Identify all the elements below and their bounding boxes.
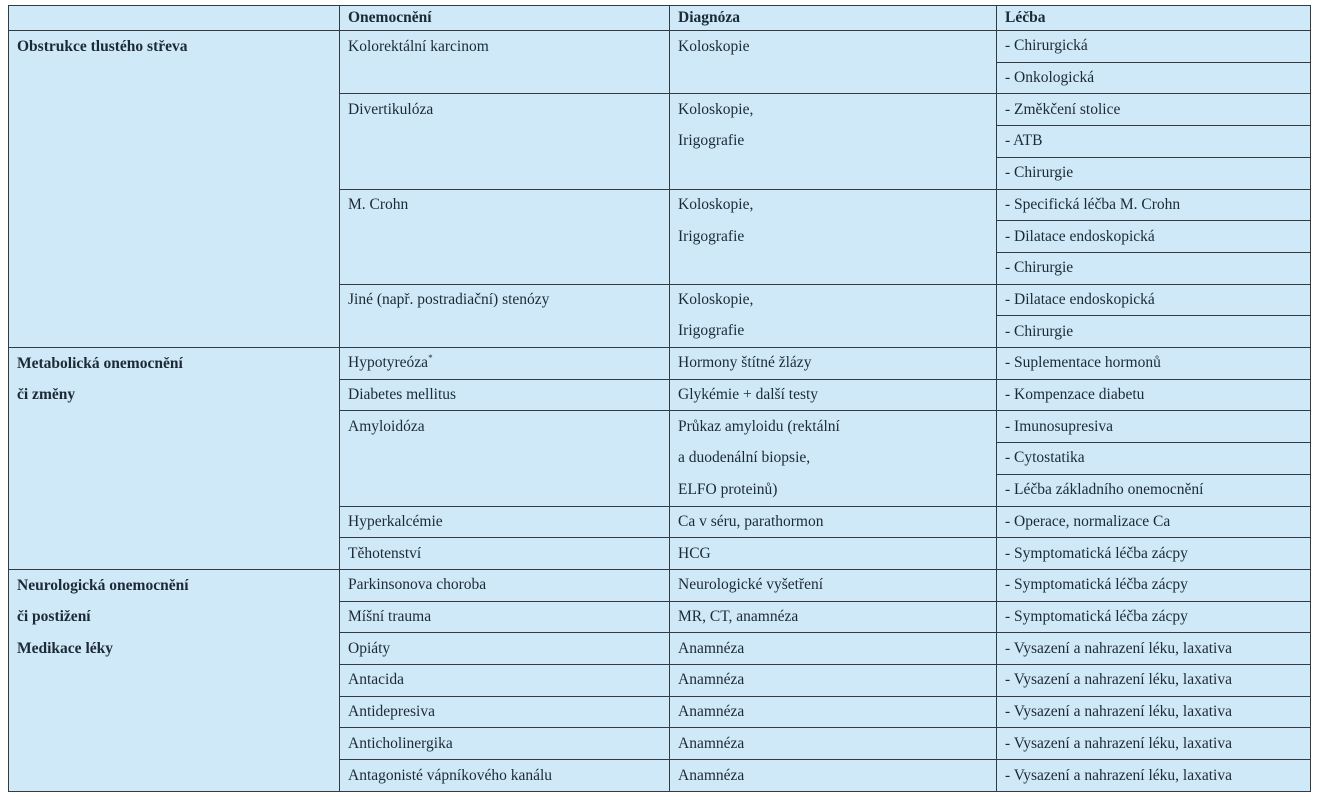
treatment-cell: - Vysazení a nahrazení léku, laxativa [997, 728, 1311, 760]
table-row [9, 157, 1311, 189]
disease-cell: Opiáty [340, 633, 670, 665]
table-row [9, 316, 1311, 348]
treatment-cell: - Vysazení a nahrazení léku, laxativa [997, 633, 1311, 665]
disease-name: Hypotyreóza [348, 354, 429, 372]
diagnosis-cell: MR, CT, anamnéza [670, 601, 997, 633]
disease-cell: Antagonisté vápníkového kanálu [340, 760, 670, 792]
disease-cell: Míšní trauma [340, 601, 670, 633]
group-label [9, 728, 340, 760]
header-cell-diagnosis: Diagnóza [670, 6, 997, 31]
treatment-cell: - Léčba základního onemocnění [997, 474, 1311, 506]
table-row [9, 696, 1311, 728]
table-row [9, 665, 1311, 697]
treatment-cell: - Symptomatická léčba zácpy [997, 601, 1311, 633]
diagnosis-cell: Irigografie [670, 221, 997, 253]
treatment-cell: - Chirurgická [997, 31, 1311, 63]
diagnosis-cell: Anamnéza [670, 760, 997, 792]
table-row [9, 474, 1311, 506]
treatment-cell: - Operace, normalizace Ca [997, 506, 1311, 538]
group-label [9, 538, 340, 570]
group-label [9, 221, 340, 253]
group-label [9, 157, 340, 189]
group-label: Obstrukce tlustého střeva [9, 31, 340, 63]
diagnosis-cell: Koloskopie, [670, 189, 997, 221]
disease-cell [340, 62, 670, 94]
disease-cell [340, 126, 670, 158]
diagnosis-cell: Koloskopie [670, 31, 997, 63]
diagnosis-cell [670, 252, 997, 284]
group-label: Metabolická onemocnění [9, 348, 340, 380]
header-cell-disease: Onemocnění [340, 6, 670, 31]
treatment-cell: - Specifická léčba M. Crohn [997, 189, 1311, 221]
table-row [9, 728, 1311, 760]
group-label: Neurologická onemocnění [9, 569, 340, 601]
table-row [9, 379, 1311, 411]
disease-cell: Kolorektální karcinom [340, 31, 670, 63]
table-row [9, 506, 1311, 538]
table-row [9, 569, 1311, 601]
diagnosis-cell: Anamnéza [670, 633, 997, 665]
diagnosis-cell: Anamnéza [670, 728, 997, 760]
table-row [9, 633, 1311, 665]
table-row [9, 760, 1311, 792]
table-row [9, 94, 1311, 126]
group-label [9, 696, 340, 728]
disease-cell [340, 221, 670, 253]
table-row [9, 601, 1311, 633]
group-label [9, 665, 340, 697]
table-row [9, 284, 1311, 316]
treatment-cell: - Vysazení a nahrazení léku, laxativa [997, 665, 1311, 697]
table-row [9, 31, 1311, 63]
disease-cell [340, 157, 670, 189]
disease-cell [340, 348, 670, 380]
diagnosis-cell: Průkaz amyloidu (rektální [670, 411, 997, 443]
disease-cell: Parkinsonova choroba [340, 569, 670, 601]
table-row [9, 538, 1311, 570]
diagnosis-cell: Irigografie [670, 126, 997, 158]
disease-cell: Antacida [340, 665, 670, 697]
group-label [9, 316, 340, 348]
group-label [9, 506, 340, 538]
disease-cell: M. Crohn [340, 189, 670, 221]
disease-cell: Jiné (např. postradiační) stenózy [340, 284, 670, 316]
treatment-cell: - Chirurgie [997, 252, 1311, 284]
diagnosis-cell: Hormony štítné žlázy [670, 348, 997, 380]
group-label: či postižení [9, 601, 340, 633]
treatment-cell: - Kompenzace diabetu [997, 379, 1311, 411]
group-label [9, 760, 340, 792]
header-row [9, 6, 1311, 31]
diagnosis-cell [670, 62, 997, 94]
table-row [9, 62, 1311, 94]
table-row [9, 189, 1311, 221]
disease-cell [340, 316, 670, 348]
diagnosis-cell: Irigografie [670, 316, 997, 348]
treatment-cell: - Cytostatika [997, 443, 1311, 475]
header-cell-category [9, 6, 340, 31]
diagnosis-cell: Koloskopie, [670, 94, 997, 126]
treatment-cell: - Vysazení a nahrazení léku, laxativa [997, 760, 1311, 792]
treatment-cell: - Imunosupresiva [997, 411, 1311, 443]
treatment-cell: - Suplementace hormonů [997, 348, 1311, 380]
table-row [9, 411, 1311, 443]
treatment-cell: - Symptomatická léčba zácpy [997, 569, 1311, 601]
group-label: či změny [9, 379, 340, 411]
diagnosis-cell: ELFO proteinů) [670, 474, 997, 506]
disease-cell: Antidepresiva [340, 696, 670, 728]
disease-cell: Hyperkalcémie [340, 506, 670, 538]
diagnosis-cell: Glykémie + další testy [670, 379, 997, 411]
diagnosis-cell: Anamnéza [670, 665, 997, 697]
treatment-cell: - Chirurgie [997, 157, 1311, 189]
treatment-cell: - Vysazení a nahrazení léku, laxativa [997, 696, 1311, 728]
treatment-cell: - Onkologická [997, 62, 1311, 94]
table-row [9, 221, 1311, 253]
disease-cell [340, 252, 670, 284]
disease-cell: Amyloidóza [340, 411, 670, 443]
treatment-cell: - Dilatace endoskopická [997, 221, 1311, 253]
disease-cell [340, 443, 670, 475]
diagnosis-cell: Anamnéza [670, 696, 997, 728]
disease-cell: Anticholinergika [340, 728, 670, 760]
group-label [9, 411, 340, 443]
treatment-cell: - Symptomatická léčba zácpy [997, 538, 1311, 570]
group-label [9, 474, 340, 506]
footnote-marker: * [428, 353, 433, 364]
diagnosis-cell: a duodenální biopsie, [670, 443, 997, 475]
group-label [9, 62, 340, 94]
diagnosis-cell: Neurologické vyšetření [670, 569, 997, 601]
group-label [9, 252, 340, 284]
disease-cell: Diabetes mellitus [340, 379, 670, 411]
group-label [9, 126, 340, 158]
disease-cell: Divertikulóza [340, 94, 670, 126]
table-row [9, 443, 1311, 475]
group-label [9, 443, 340, 475]
group-label [9, 94, 340, 126]
disease-cell: Těhotenství [340, 538, 670, 570]
group-label: Medikace léky [9, 633, 340, 665]
table-row [9, 348, 1311, 380]
table-row [9, 126, 1311, 158]
group-label [9, 189, 340, 221]
table-row [9, 252, 1311, 284]
diagnosis-cell: Koloskopie, [670, 284, 997, 316]
treatment-cell: - Dilatace endoskopická [997, 284, 1311, 316]
diagnosis-cell: HCG [670, 538, 997, 570]
diagnosis-cell: Ca v séru, parathormon [670, 506, 997, 538]
disease-cell [340, 474, 670, 506]
group-label [9, 284, 340, 316]
diagnosis-cell [670, 157, 997, 189]
header-cell-treatment: Léčba [997, 6, 1311, 31]
treatment-cell: - Změkčení stolice [997, 94, 1311, 126]
differential-table [8, 5, 1311, 792]
treatment-cell: - Chirurgie [997, 316, 1311, 348]
treatment-cell: - ATB [997, 126, 1311, 158]
